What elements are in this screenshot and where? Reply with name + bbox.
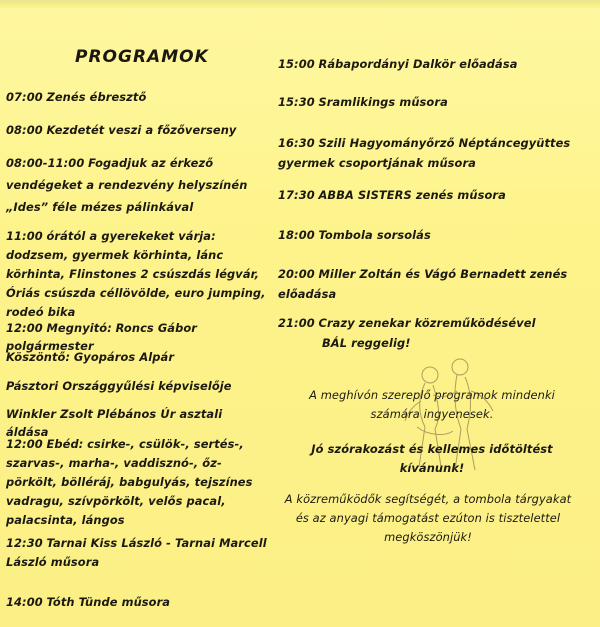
dancing-couple-sketch: [397, 355, 507, 485]
program-item: BÁL reggelig!: [322, 336, 411, 350]
program-item: 12:00 Ebéd: csirke-, csülök-, sertés-, szarvas-, marha-, vaddisznó-, őz- pörkölt, bölléráj, babgulyás, tejszínes vadragu, szívpörkölt, velős pacal, palacsinta, lángos: [6, 437, 253, 527]
program-item: 17:30 ABBA SISTERS zenés műsora: [278, 188, 506, 202]
program-item: Köszöntő: Gyopáros Alpár: [6, 350, 175, 364]
program-item: Pásztori Országgyűlési képviselője: [6, 379, 232, 393]
program-item: 08:00 Kezdetét veszi a főzőverseny: [6, 123, 237, 137]
program-item: 12:30 Tarnai Kiss László - Tarnai Marcell László műsora: [6, 536, 267, 569]
thanks-note: A közreműködők segítségét, a tombola tárgyakat és az anyagi támogatást ezúton is tisztelettel megköszönjük!: [284, 492, 572, 544]
program-item: 12:00 Megnyitó: Roncs Gábor polgármester: [6, 321, 197, 353]
program-item: 07:00 Zenés ébresztő: [6, 90, 147, 104]
program-item: Winkler Zsolt Plébános Úr asztali áldása: [6, 407, 223, 439]
program-item: 16:30 Szili Hagyományőrző Néptáncegyüttes gyermek csoportjának műsora: [278, 136, 571, 170]
program-item: 14:00 Tóth Tünde műsora: [6, 595, 171, 609]
paper-fold: [0, 0, 600, 8]
page-title: PROGRAMOK: [75, 47, 209, 67]
program-item: 08:00-11:00 Fogadjuk az érkező vendégeket a rendezvény helyszínén „Ides” féle mézes pálinkával: [6, 156, 248, 214]
program-item: 15:00 Rábapordányi Dalkör előadása: [278, 57, 518, 71]
program-item: 11:00 órától a gyerekeket várja: dodzsem, gyermek körhinta, lánc körhinta, Flinstones 2 csúszdás légvár, Óriás csúszda céllövölde, euro jumping, rodeó bika: [6, 229, 266, 319]
program-item: 20:00 Miller Zoltán és Vágó Bernadett zenés előadása: [278, 267, 568, 301]
program-item: 15:30 Sramlikings műsora: [278, 95, 448, 109]
program-item: 21:00 Crazy zenekar közreműködésével: [278, 316, 536, 330]
wishes-note: Jó szórakozást és kellemes időtöltést kívánunk!: [311, 442, 553, 475]
program-item: 18:00 Tombola sorsolás: [278, 228, 431, 242]
free-entry-note: A meghívón szereplő programok mindenki számára ingyenesek.: [309, 388, 555, 421]
